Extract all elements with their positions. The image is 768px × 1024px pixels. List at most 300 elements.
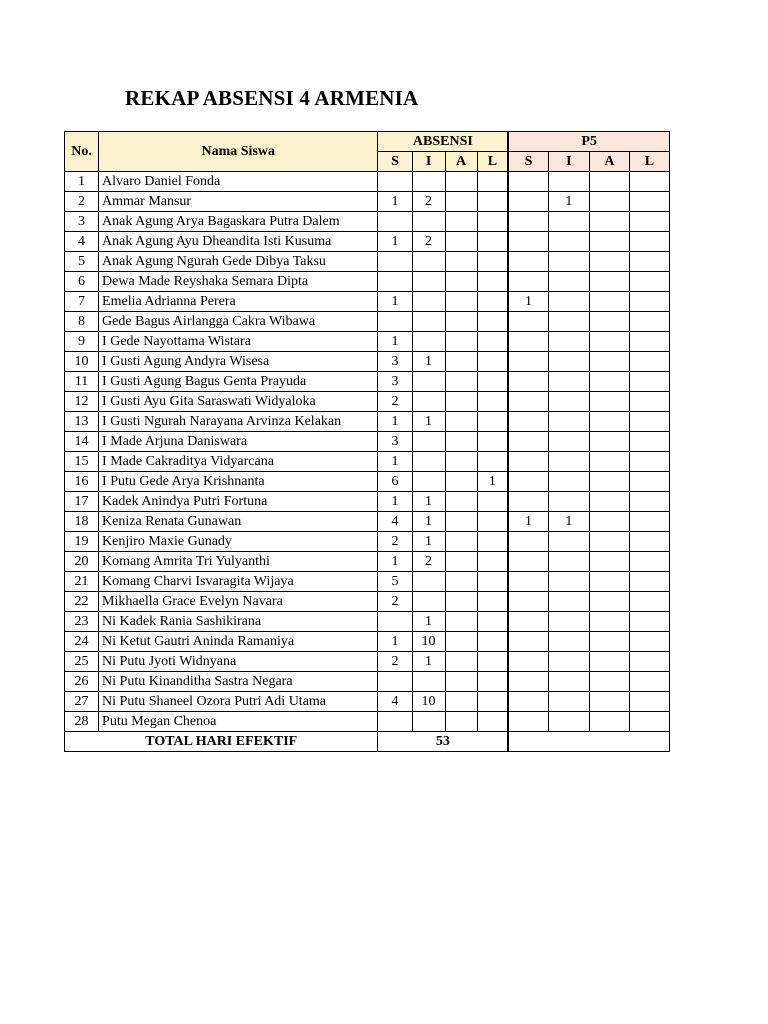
p5-s-cell — [508, 392, 548, 412]
absensi-l-cell — [477, 212, 508, 232]
p5-s-cell — [508, 212, 548, 232]
p5-i-cell — [548, 532, 589, 552]
row-number: 25 — [65, 652, 99, 672]
p5-i-cell — [548, 552, 589, 572]
absensi-a-cell — [445, 372, 477, 392]
student-name: Alvaro Daniel Fonda — [99, 172, 378, 192]
absensi-i-cell: 10 — [412, 692, 445, 712]
row-number: 18 — [65, 512, 99, 532]
table-row — [65, 272, 670, 292]
p5-s-cell — [508, 692, 548, 712]
header-abs-i: I — [412, 152, 445, 172]
table-row — [65, 692, 670, 712]
row-number: 12 — [65, 392, 99, 412]
absensi-s-cell: 1 — [378, 332, 412, 352]
p5-s-cell — [508, 172, 548, 192]
absensi-s-cell: 1 — [378, 412, 412, 432]
absensi-i-cell: 2 — [412, 552, 445, 572]
p5-l-cell — [629, 232, 669, 252]
student-name: Anak Agung Ayu Dheandita Isti Kusuma — [99, 232, 378, 252]
p5-a-cell — [589, 432, 629, 452]
absensi-s-cell — [378, 272, 412, 292]
absensi-a-cell — [445, 532, 477, 552]
absensi-l-cell — [477, 712, 508, 732]
p5-a-cell — [589, 632, 629, 652]
p5-i-cell — [548, 212, 589, 232]
student-name: Ni Putu Kinanditha Sastra Negara — [99, 672, 378, 692]
student-name: Ni Putu Shaneel Ozora Putri Adi Utama — [99, 692, 378, 712]
p5-s-cell — [508, 232, 548, 252]
row-number: 15 — [65, 452, 99, 472]
table-row — [65, 312, 670, 332]
absensi-l-cell — [477, 632, 508, 652]
absensi-i-cell — [412, 592, 445, 612]
absensi-s-cell: 3 — [378, 352, 412, 372]
absensi-a-cell — [445, 652, 477, 672]
p5-i-cell — [548, 412, 589, 432]
row-number: 1 — [65, 172, 99, 192]
absensi-a-cell — [445, 672, 477, 692]
student-name: Dewa Made Reyshaka Semara Dipta — [99, 272, 378, 292]
absensi-s-cell: 6 — [378, 472, 412, 492]
absensi-i-cell: 1 — [412, 512, 445, 532]
p5-i-cell — [548, 232, 589, 252]
absensi-l-cell — [477, 412, 508, 432]
p5-a-cell — [589, 672, 629, 692]
p5-l-cell — [629, 372, 669, 392]
p5-l-cell — [629, 472, 669, 492]
absensi-s-cell: 1 — [378, 292, 412, 312]
header-p5-l: L — [629, 152, 669, 172]
absensi-i-cell — [412, 472, 445, 492]
absensi-a-cell — [445, 252, 477, 272]
p5-a-cell — [589, 572, 629, 592]
absensi-a-cell — [445, 592, 477, 612]
student-name: I Made Cakraditya Vidyarcana — [99, 452, 378, 472]
p5-i-cell — [548, 572, 589, 592]
p5-s-cell — [508, 372, 548, 392]
absensi-i-cell — [412, 292, 445, 312]
absensi-s-cell: 1 — [378, 552, 412, 572]
table-row — [65, 512, 670, 532]
row-number: 23 — [65, 612, 99, 632]
row-number: 8 — [65, 312, 99, 332]
absensi-l-cell — [477, 172, 508, 192]
row-number: 24 — [65, 632, 99, 652]
absensi-a-cell — [445, 692, 477, 712]
table-row — [65, 412, 670, 432]
absensi-l-cell — [477, 552, 508, 572]
p5-l-cell — [629, 492, 669, 512]
student-name: I Gusti Agung Andyra Wisesa — [99, 352, 378, 372]
absensi-a-cell — [445, 712, 477, 732]
p5-a-cell — [589, 552, 629, 572]
p5-l-cell — [629, 572, 669, 592]
student-name: Kadek Anindya Putri Fortuna — [99, 492, 378, 512]
p5-i-cell: 1 — [548, 192, 589, 212]
p5-a-cell — [589, 652, 629, 672]
absensi-a-cell — [445, 332, 477, 352]
p5-s-cell — [508, 632, 548, 652]
student-name: I Gusti Ayu Gita Saraswati Widyaloka — [99, 392, 378, 412]
p5-i-cell — [548, 372, 589, 392]
header-no: No. — [65, 132, 99, 172]
p5-s-cell: 1 — [508, 512, 548, 532]
absensi-a-cell — [445, 612, 477, 632]
table-row — [65, 432, 670, 452]
p5-l-cell — [629, 292, 669, 312]
absensi-s-cell — [378, 252, 412, 272]
absensi-l-cell — [477, 372, 508, 392]
absensi-i-cell: 1 — [412, 412, 445, 432]
p5-i-cell — [548, 672, 589, 692]
absensi-s-cell: 2 — [378, 392, 412, 412]
table-row — [65, 672, 670, 692]
p5-s-cell — [508, 712, 548, 732]
absensi-l-cell: 1 — [477, 472, 508, 492]
student-name: Kenjiro Maxie Gunady — [99, 532, 378, 552]
absensi-s-cell — [378, 172, 412, 192]
row-number: 3 — [65, 212, 99, 232]
absensi-s-cell: 1 — [378, 452, 412, 472]
table-row — [65, 172, 670, 192]
p5-l-cell — [629, 252, 669, 272]
row-number: 6 — [65, 272, 99, 292]
p5-s-cell — [508, 432, 548, 452]
p5-a-cell — [589, 252, 629, 272]
row-number: 7 — [65, 292, 99, 312]
absensi-l-cell — [477, 532, 508, 552]
p5-i-cell — [548, 652, 589, 672]
absensi-s-cell — [378, 672, 412, 692]
p5-a-cell — [589, 712, 629, 732]
absensi-s-cell: 5 — [378, 572, 412, 592]
p5-s-cell — [508, 472, 548, 492]
absensi-i-cell: 1 — [412, 352, 445, 372]
p5-a-cell — [589, 492, 629, 512]
absensi-a-cell — [445, 412, 477, 432]
p5-i-cell — [548, 332, 589, 352]
p5-s-cell — [508, 592, 548, 612]
absensi-s-cell — [378, 212, 412, 232]
p5-s-cell — [508, 672, 548, 692]
header-p5-i: I — [548, 152, 589, 172]
p5-l-cell — [629, 672, 669, 692]
header-p5: P5 — [508, 132, 669, 152]
absensi-s-cell: 1 — [378, 632, 412, 652]
p5-a-cell — [589, 352, 629, 372]
p5-l-cell — [629, 192, 669, 212]
absensi-a-cell — [445, 312, 477, 332]
absensi-l-cell — [477, 252, 508, 272]
header-nama-siswa: Nama Siswa — [99, 132, 378, 172]
header-p5-a: A — [589, 152, 629, 172]
absensi-i-cell — [412, 212, 445, 232]
p5-a-cell — [589, 192, 629, 212]
absensi-s-cell: 4 — [378, 692, 412, 712]
absensi-l-cell — [477, 432, 508, 452]
absensi-a-cell — [445, 492, 477, 512]
row-number: 10 — [65, 352, 99, 372]
p5-l-cell — [629, 512, 669, 532]
absensi-i-cell — [412, 572, 445, 592]
total-p5 — [508, 732, 669, 752]
absensi-s-cell: 3 — [378, 432, 412, 452]
absensi-i-cell — [412, 452, 445, 472]
p5-a-cell — [589, 472, 629, 492]
page-title: REKAP ABSENSI 4 ARMENIA — [125, 86, 419, 110]
p5-s-cell — [508, 352, 548, 372]
table-row — [65, 492, 670, 512]
student-name: Ni Ketut Gautri Aninda Ramaniya — [99, 632, 378, 652]
student-name: Ni Putu Jyoti Widnyana — [99, 652, 378, 672]
absensi-i-cell: 1 — [412, 612, 445, 632]
p5-s-cell — [508, 192, 548, 212]
p5-s-cell — [508, 612, 548, 632]
absensi-l-cell — [477, 672, 508, 692]
table-row — [65, 592, 670, 612]
p5-l-cell — [629, 412, 669, 432]
p5-i-cell — [548, 352, 589, 372]
p5-a-cell — [589, 372, 629, 392]
p5-i-cell — [548, 712, 589, 732]
absensi-a-cell — [445, 172, 477, 192]
absensi-a-cell — [445, 292, 477, 312]
table-row — [65, 572, 670, 592]
p5-a-cell — [589, 692, 629, 712]
attendance-table — [64, 131, 670, 752]
p5-a-cell — [589, 212, 629, 232]
student-name: Gede Bagus Airlangga Cakra Wibawa — [99, 312, 378, 332]
student-name: Anak Agung Ngurah Gede Dibya Taksu — [99, 252, 378, 272]
absensi-i-cell — [412, 172, 445, 192]
p5-i-cell — [548, 452, 589, 472]
p5-s-cell — [508, 572, 548, 592]
absensi-i-cell: 1 — [412, 492, 445, 512]
absensi-l-cell — [477, 192, 508, 212]
p5-l-cell — [629, 332, 669, 352]
table-row — [65, 712, 670, 732]
absensi-i-cell — [412, 672, 445, 692]
p5-l-cell — [629, 592, 669, 612]
absensi-i-cell — [412, 392, 445, 412]
p5-i-cell — [548, 612, 589, 632]
row-number: 2 — [65, 192, 99, 212]
absensi-s-cell: 2 — [378, 532, 412, 552]
student-name: Mikhaella Grace Evelyn Navara — [99, 592, 378, 612]
total-row — [65, 732, 670, 752]
absensi-s-cell — [378, 712, 412, 732]
absensi-a-cell — [445, 432, 477, 452]
absensi-l-cell — [477, 492, 508, 512]
student-name: I Made Arjuna Daniswara — [99, 432, 378, 452]
student-name: Anak Agung Arya Bagaskara Putra Dalem — [99, 212, 378, 232]
table-row — [65, 632, 670, 652]
p5-i-cell — [548, 392, 589, 412]
p5-s-cell — [508, 252, 548, 272]
absensi-i-cell: 10 — [412, 632, 445, 652]
student-name: Emelia Adrianna Perera — [99, 292, 378, 312]
row-number: 22 — [65, 592, 99, 612]
table-row — [65, 392, 670, 412]
absensi-a-cell — [445, 352, 477, 372]
p5-a-cell — [589, 512, 629, 532]
absensi-l-cell — [477, 312, 508, 332]
p5-i-cell — [548, 472, 589, 492]
p5-i-cell — [548, 432, 589, 452]
p5-i-cell — [548, 632, 589, 652]
p5-a-cell — [589, 172, 629, 192]
p5-s-cell — [508, 532, 548, 552]
student-name: I Putu Gede Arya Krishnanta — [99, 472, 378, 492]
absensi-a-cell — [445, 632, 477, 652]
absensi-l-cell — [477, 332, 508, 352]
row-number: 13 — [65, 412, 99, 432]
absensi-s-cell: 1 — [378, 232, 412, 252]
absensi-i-cell — [412, 372, 445, 392]
absensi-a-cell — [445, 212, 477, 232]
p5-a-cell — [589, 532, 629, 552]
p5-a-cell — [589, 272, 629, 292]
absensi-i-cell — [412, 332, 445, 352]
header-absensi: ABSENSI — [378, 132, 508, 152]
absensi-l-cell — [477, 272, 508, 292]
row-number: 17 — [65, 492, 99, 512]
p5-l-cell — [629, 632, 669, 652]
absensi-l-cell — [477, 392, 508, 412]
absensi-s-cell: 2 — [378, 592, 412, 612]
p5-a-cell — [589, 392, 629, 412]
p5-a-cell — [589, 452, 629, 472]
table-row — [65, 292, 670, 312]
p5-l-cell — [629, 272, 669, 292]
p5-a-cell — [589, 332, 629, 352]
absensi-i-cell: 1 — [412, 652, 445, 672]
table-row — [65, 252, 670, 272]
absensi-a-cell — [445, 392, 477, 412]
absensi-a-cell — [445, 452, 477, 472]
absensi-l-cell — [477, 612, 508, 632]
row-number: 5 — [65, 252, 99, 272]
absensi-a-cell — [445, 512, 477, 532]
total-label: TOTAL HARI EFEKTIF — [65, 732, 378, 752]
p5-l-cell — [629, 352, 669, 372]
absensi-l-cell — [477, 232, 508, 252]
absensi-i-cell — [412, 252, 445, 272]
absensi-s-cell — [378, 312, 412, 332]
table-row — [65, 552, 670, 572]
p5-l-cell — [629, 692, 669, 712]
table-row — [65, 612, 670, 632]
table-row — [65, 332, 670, 352]
p5-l-cell — [629, 552, 669, 572]
row-number: 16 — [65, 472, 99, 492]
absensi-i-cell: 2 — [412, 192, 445, 212]
p5-s-cell — [508, 652, 548, 672]
row-number: 14 — [65, 432, 99, 452]
table-row — [65, 192, 670, 212]
table-row — [65, 232, 670, 252]
absensi-a-cell — [445, 472, 477, 492]
absensi-s-cell: 3 — [378, 372, 412, 392]
absensi-i-cell — [412, 312, 445, 332]
p5-l-cell — [629, 612, 669, 632]
p5-l-cell — [629, 392, 669, 412]
row-number: 28 — [65, 712, 99, 732]
p5-s-cell — [508, 412, 548, 432]
student-name: Komang Charvi Isvaragita Wijaya — [99, 572, 378, 592]
absensi-a-cell — [445, 552, 477, 572]
p5-s-cell — [508, 492, 548, 512]
row-number: 20 — [65, 552, 99, 572]
absensi-i-cell: 2 — [412, 232, 445, 252]
student-name: Ni Kadek Rania Sashikirana — [99, 612, 378, 632]
table-row — [65, 652, 670, 672]
p5-a-cell — [589, 412, 629, 432]
absensi-a-cell — [445, 232, 477, 252]
student-name: Putu Megan Chenoa — [99, 712, 378, 732]
row-number: 4 — [65, 232, 99, 252]
p5-i-cell — [548, 592, 589, 612]
student-name: I Gusti Agung Bagus Genta Prayuda — [99, 372, 378, 392]
absensi-i-cell — [412, 432, 445, 452]
table-row — [65, 452, 670, 472]
row-number: 9 — [65, 332, 99, 352]
p5-i-cell — [548, 272, 589, 292]
p5-i-cell — [548, 492, 589, 512]
absensi-i-cell — [412, 712, 445, 732]
p5-s-cell — [508, 272, 548, 292]
header-p5-s: S — [508, 152, 548, 172]
p5-a-cell — [589, 612, 629, 632]
row-number: 11 — [65, 372, 99, 392]
p5-s-cell — [508, 552, 548, 572]
table-row — [65, 532, 670, 552]
p5-l-cell — [629, 212, 669, 232]
p5-a-cell — [589, 592, 629, 612]
student-name: I Gusti Ngurah Narayana Arvinza Kelakan — [99, 412, 378, 432]
table-row — [65, 372, 670, 392]
p5-l-cell — [629, 432, 669, 452]
p5-s-cell — [508, 332, 548, 352]
p5-a-cell — [589, 292, 629, 312]
header-abs-s: S — [378, 152, 412, 172]
absensi-i-cell — [412, 272, 445, 292]
header-abs-l: L — [477, 152, 508, 172]
absensi-l-cell — [477, 572, 508, 592]
absensi-l-cell — [477, 452, 508, 472]
table-row — [65, 352, 670, 372]
p5-l-cell — [629, 532, 669, 552]
student-name: Ammar Mansur — [99, 192, 378, 212]
absensi-l-cell — [477, 652, 508, 672]
absensi-s-cell: 2 — [378, 652, 412, 672]
absensi-a-cell — [445, 272, 477, 292]
row-number: 26 — [65, 672, 99, 692]
row-number: 27 — [65, 692, 99, 712]
p5-l-cell — [629, 452, 669, 472]
p5-l-cell — [629, 652, 669, 672]
p5-i-cell — [548, 692, 589, 712]
p5-s-cell: 1 — [508, 292, 548, 312]
p5-i-cell — [548, 172, 589, 192]
absensi-i-cell: 1 — [412, 532, 445, 552]
absensi-s-cell: 1 — [378, 492, 412, 512]
absensi-l-cell — [477, 692, 508, 712]
p5-l-cell — [629, 172, 669, 192]
p5-l-cell — [629, 312, 669, 332]
table-body — [65, 172, 670, 732]
